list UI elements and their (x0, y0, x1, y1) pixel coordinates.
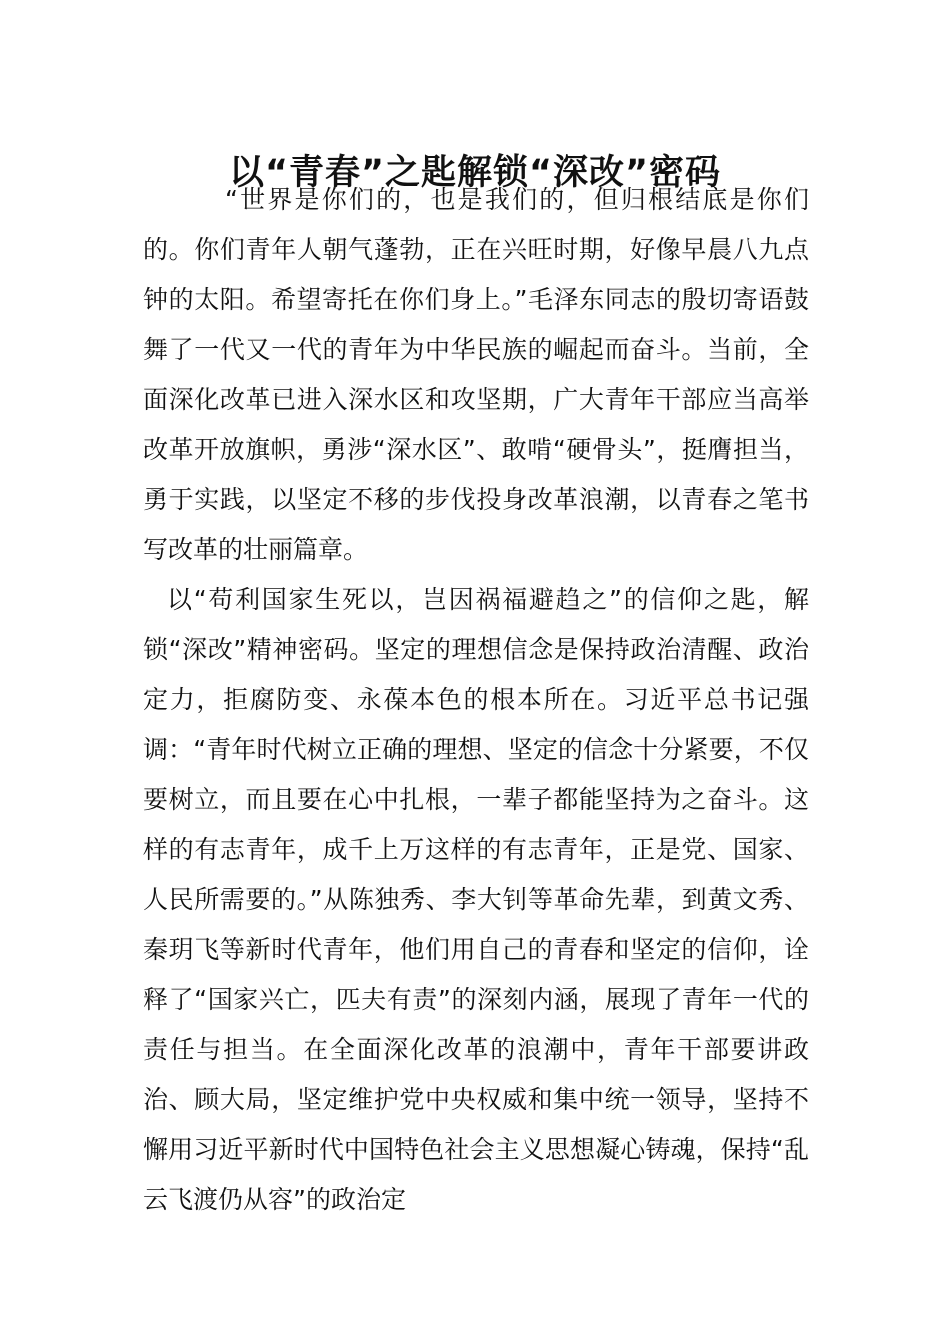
paragraph-1: “世界是你们的，也是我们的，但归根结底是你们的。你们青年人朝气蓬勃，正在兴旺时期，好像早晨八九点钟的太阳。希望寄托在你们身上。”毛泽东同志的殷切寄语鼓舞了一代又一代的青年为中华民族的崛起而奋斗。当前，全面深化改革已进入深水区和攻坚期，广大青年干部应当高举改革开放旗帜，勇涉“深水区”、敢啃“硬骨头”，挺膺担当，勇于实践，以坚定不移的步伐投身改革浪潮，以青春之笔书写改革的壮丽篇章。 (143, 185, 809, 564)
paragraph-2: 以“苟利国家生死以，岂因祸福避趋之”的信仰之匙，解锁“深改”精神密码。坚定的理想信念是保持政治清醒、政治定力，拒腐防变、永葆本色的根本所在。习近平总书记强调：“青年时代树立正确的理想、坚定的信念十分紧要，不仅要树立，而且要在心中扎根，一辈子都能坚持为之奋斗。这样的有志青年，成千上万这样的有志青年，正是党、国家、人民所需要的。”从陈独秀、李大钊等革命先辈，到黄文秀、秦玥飞等新时代青年，他们用自己的青春和坚定的信仰，诠释了“国家兴亡，匹夫有责”的深刻内涵，展现了青年一代的责任与担当。在全面深化改革的浪潮中，青年干部要讲政治、顾大局，坚定维护党中央权威和集中统一领导，坚持不懈用习近平新时代中国特色社会主义思想凝心铸魂，保持“乱云飞渡仍从容”的政治定 (143, 585, 809, 1214)
document-title: 以“青春”之匙解锁“深改”密码 (228, 153, 721, 194)
